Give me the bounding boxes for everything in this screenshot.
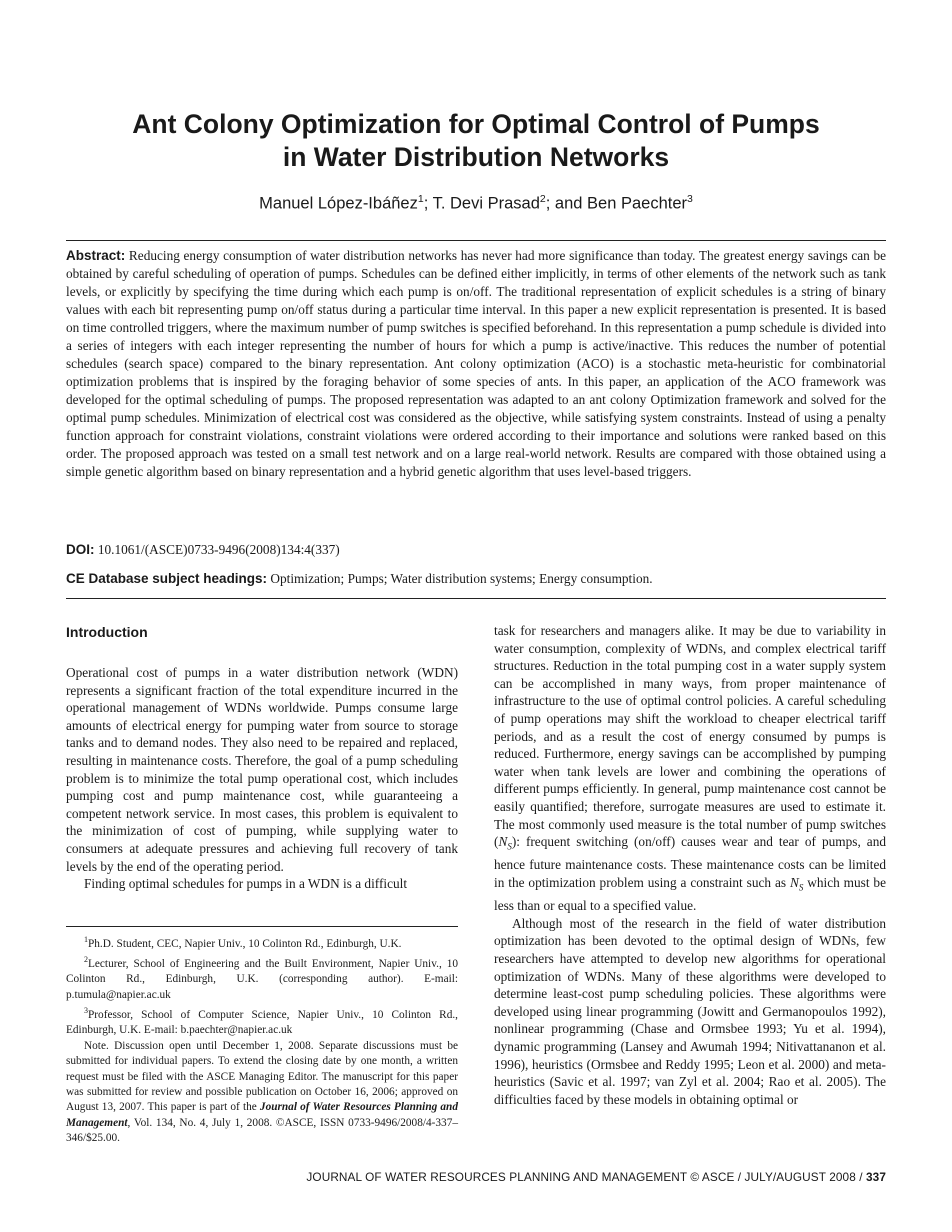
math-symbol: N bbox=[498, 834, 508, 850]
footnote-rule bbox=[66, 926, 458, 927]
section-heading-introduction: Introduction bbox=[66, 624, 148, 640]
title-line-1: Ant Colony Optimization for Optimal Control of Pumps bbox=[132, 109, 820, 139]
math-subscript: S bbox=[507, 841, 512, 852]
abstract-top-rule bbox=[66, 240, 886, 241]
footnote-mark: 1 bbox=[84, 935, 88, 944]
doi-line bbox=[66, 541, 886, 559]
author-affiliation-mark: 2 bbox=[539, 193, 546, 205]
author-name: Manuel López-Ibáñez bbox=[259, 194, 418, 213]
footnote-mark: 2 bbox=[84, 955, 88, 965]
page-number: 337 bbox=[866, 1170, 886, 1184]
author-name: T. Devi Prasad bbox=[432, 194, 540, 213]
abstract-text: Reducing energy consumption of water distribution networks has never had more significance than today. The greatest energy savings can be obtained by careful scheduling of operation of pumps. Schedules can be defined either implicitly, in terms of other elements of the network such as tank levels, or explicitly by specifying the time during which each pump is on/off. The traditional representation of explicit schedules is a string of binary values with each bit representing pump on/off status during a particular time interval. In this paper a new explicit representation is presented. It is based on time controlled triggers, where the maximum number of pump switches is specified beforehand. In this representation a pump schedule is divided into a series of integers with each integer representing the number of hours for which a pump is active/inactive. This reduces the number of potential schedules (search space) compared to the binary representation. Ant colony optimization (ACO) is a stochastic meta-heuristic for combinatorial optimization problems that is inspired by the foraging behavior of some species of ants. In this paper, an application of the ACO framework was developed for the optimal scheduling of pumps. The proposed representation was adapted to an ant colony Optimization framework and solved for the optimal pump schedules. Minimization of electrical cost was considered as the objective, while satisfying system constraints. Instead of using a penalty function approach for constraint violations, constraint violations were ordered according to their importance and solutions were ranked based on this order. The proposed approach was tested on a small test network and on a large real-world network. Results are compared with those obtained using a simple genetic algorithm based on binary representation and a hybrid genetic algorithm that uses level-based triggers. bbox=[66, 248, 887, 479]
abstract-label: Abstract: bbox=[66, 248, 126, 263]
math-subscript: S bbox=[798, 882, 804, 893]
abstract bbox=[66, 247, 886, 481]
author-name: Ben Paechter bbox=[587, 194, 687, 213]
paper-title bbox=[66, 108, 886, 174]
left-column bbox=[66, 622, 458, 893]
paragraph-text: ): frequent switching (on/off) causes wear and tear of pumps, and hence future maintenance costs. These maintenance costs can be limited in the optimization problem using a constraint such as bbox=[494, 834, 886, 890]
subject-headings bbox=[66, 570, 886, 588]
note-text: Note. Discussion open until December 1, 2008. Separate discussions must be submitted for individual papers. To extend the closing date by one month, a written request must be filed with the ASCE Managing Editor. The manuscript for this paper was submitted for review and possible publication on October 16, 2006; approved on August 13, 2007. This paper is part of the bbox=[66, 1039, 458, 1114]
footnote-2 bbox=[66, 952, 458, 1003]
paragraph-text: which must be less than or equal to a specified value. bbox=[494, 874, 886, 914]
intro-paragraph-2-continued bbox=[494, 622, 886, 915]
running-footer-text: JOURNAL OF WATER RESOURCES PLANNING AND MANAGEMENT © ASCE / JULY/AUGUST 2008 / bbox=[306, 1170, 867, 1184]
doi-value: 10.1061/(ASCE)0733-9496(2008)134:4(337) bbox=[97, 542, 340, 557]
author-separator: ; bbox=[423, 194, 433, 213]
author-affiliation-mark: 3 bbox=[687, 193, 693, 205]
author-list bbox=[66, 188, 886, 215]
intro-paragraph-2-start: Finding optimal schedules for pumps in a WDN is a difficult bbox=[84, 876, 408, 892]
author-separator: ; and bbox=[545, 194, 588, 213]
running-footer bbox=[66, 1170, 886, 1184]
footnote-1 bbox=[66, 932, 458, 952]
journal-name: Journal of Water Resources Planning and Management bbox=[66, 1101, 458, 1129]
footnotes bbox=[66, 932, 458, 1147]
right-column bbox=[494, 622, 886, 1108]
author-affiliation-mark: 1 bbox=[417, 193, 424, 205]
math-ns bbox=[498, 834, 512, 852]
math-ns bbox=[789, 874, 804, 893]
abstract-bottom-rule bbox=[66, 598, 886, 599]
footnote-text: Ph.D. Student, CEC, Napier Univ., 10 Colinton Rd., Edinburgh, U.K. bbox=[88, 937, 402, 950]
paragraph-text: task for researchers and managers alike. It may be due to variability in water consumption, complexity of WDNs, and complex electrical tariff structures. Reduction in the total pumping cost in a water supply system can be accomplished in many ways, from proper maintenance of infrastructure to the use of optimal control policies. A careful scheduling of pump operations may shift the workload to cheaper electrical tariff periods, and as a result the cost of energy consumed by pumps is reduced. Furthermore, energy savings can be accomplished by pumping water when tank levels are lower and combining the operations of different pumps efficiently. In general, pump maintenance cost cannot be easily quantified; therefore, surrogate measures are used to estimate it. The most commonly used measure is the total number of pump switches ( bbox=[494, 623, 886, 850]
footnote-3 bbox=[66, 1003, 458, 1039]
note-text: , Vol. 134, No. 4, July 1, 2008. ©ASCE, ISSN 0733-9496/2008/4-337–346/$25.00. bbox=[66, 1116, 458, 1145]
footnote-mark: 3 bbox=[84, 1006, 88, 1016]
doi-label: DOI: bbox=[66, 542, 95, 557]
subject-headings-value: Optimization; Pumps; Water distribution systems; Energy consumption. bbox=[270, 571, 653, 586]
title-line-2: in Water Distribution Networks bbox=[282, 142, 670, 172]
footnote-text: Lecturer, School of Engineering and the Built Environment, Napier Univ., 10 Colinton Rd., Edinburgh, U.K. (corresponding author). E-mail: p.tumula@napier.ac.uk bbox=[66, 957, 458, 1001]
intro-paragraph-3: Although most of the research in the field of water distribution optimization has been devoted to the optimal design of WDNs, few researchers have attempted to develop new algorithms for operational optimization of WDNs. Many of these algorithms were developed to determine least-cost pump scheduling policies. These algorithms were developed using linear programming (Jowitt and Germanopoulos 1992), nonlinear programming (Chase and Ormsbee 1993; Yu et al. 1994), dynamic programming (Lansey and Awumah 1994; Nitivattananon et al. 1996), heuristics (Ormsbee and Reddy 1995; Leon et al. 2000) and meta-heuristics (Savic et al. 1997; van Zyl et al. 2004; Rao et al. 2005). The difficulties faced by these models in obtaining optimal or bbox=[494, 915, 886, 1107]
intro-paragraph-1: Operational cost of pumps in a water distribution network (WDN) represents a significant fraction of the total expenditure incurred in the operational management of WDNs worldwide. Pumps consume large amounts of electrical energy for pumping water from source to storage tanks and to demand nodes. They also need to be repaired and replaced, resulting in maintenance costs. Therefore, the goal of a pump scheduling problem is to minimize the total pump operational cost, which includes pumping cost and pump maintenance cost, while guaranteeing a competent network service. In most cases, this problem is equivalent to the minimization of cost of pumping, while supplying water to consumers at adequate pressures and achieving full recovery of tank levels by the end of the operating period. bbox=[66, 665, 458, 874]
footnote-text: Professor, School of Computer Science, Napier Univ., 10 Colinton Rd., Edinburgh, U.K. E-mail: b.paechter@napier.ac.uk bbox=[66, 1008, 458, 1037]
discussion-note bbox=[66, 1039, 458, 1147]
math-symbol: N bbox=[789, 874, 799, 890]
subject-headings-label: CE Database subject headings: bbox=[66, 571, 268, 586]
